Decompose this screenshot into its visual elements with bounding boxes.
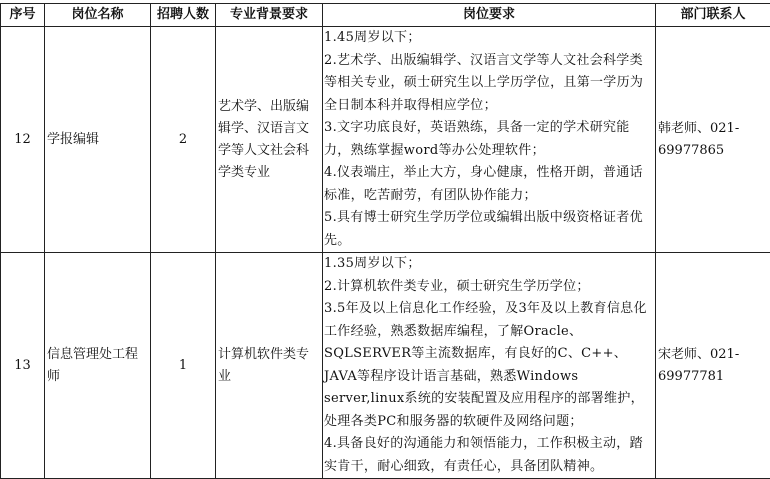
- header-row: [1, 4, 770, 27]
- row-no: 12: [1, 27, 45, 253]
- row-requirements: [323, 253, 656, 479]
- requirement-item: 2.计算机软件类专业，硕士研究生学历学位；: [324, 276, 654, 299]
- job-table: [0, 3, 770, 479]
- header-contact: 部门联系人: [656, 4, 770, 27]
- header-count: 招聘人数: [151, 4, 216, 27]
- header-requirements: 岗位要求: [323, 4, 656, 27]
- requirement-item: 4.仪表端庄，举止大方，身心健康，性格开朗，普通话标准，吃苦耐劳，有团队协作能力；: [324, 162, 654, 207]
- requirement-item: 4.具备良好的沟通能力和领悟能力，工作积极主动，踏实肯干，耐心细致，有责任心，具备团队精神。: [324, 433, 654, 478]
- requirement-item: 2.艺术学、出版编辑学、汉语言文学等人文社会科学类等相关专业，硕士研究生以上学历学位，且第一学历为全日制本科并取得相应学位；: [324, 50, 654, 118]
- row-position: 学报编辑: [45, 27, 151, 253]
- row-contact: 宋老师、021-69977781: [656, 253, 770, 479]
- requirement-item: 3.5年及以上信息化工作经验，及3年及以上教育信息化工作经验，熟悉数据库编程，了解Oracle、SQLSERVER等主流数据库，有良好的C、C++、JAVA等程序设计语言基础，熟悉Windows server,linux系统的安装配置及应用程序的部署维护，处理各类PC和服务器的软硬件及网络问题；: [324, 298, 654, 433]
- requirement-item: 3.文字功底良好，英语熟练，具备一定的学术研究能力，熟练掌握word等办公处理软件；: [324, 117, 654, 162]
- header-no: 序号: [1, 4, 45, 27]
- requirement-item: 1.45周岁以下；: [324, 27, 654, 50]
- row-count: 1: [151, 253, 216, 479]
- row-position: 信息管理处工程师: [45, 253, 151, 479]
- requirement-item: 1.35周岁以下；: [324, 253, 654, 276]
- header-major: 专业背景要求: [216, 4, 323, 27]
- row-count: 2: [151, 27, 216, 253]
- row-no: 13: [1, 253, 45, 479]
- row-major: 计算机软件类专业: [216, 253, 323, 479]
- requirement-item: 5.具有博士研究生学历学位或编辑出版中级资格证者优先。: [324, 207, 654, 252]
- row-major: 艺术学、出版编辑学、汉语言文学等人文社会科学类专业: [216, 27, 323, 253]
- header-position: 岗位名称: [45, 4, 151, 27]
- row-requirements: [323, 27, 656, 253]
- table-row: [1, 253, 770, 479]
- row-contact: 韩老师、021-69977865: [656, 27, 770, 253]
- table-row: [1, 27, 770, 253]
